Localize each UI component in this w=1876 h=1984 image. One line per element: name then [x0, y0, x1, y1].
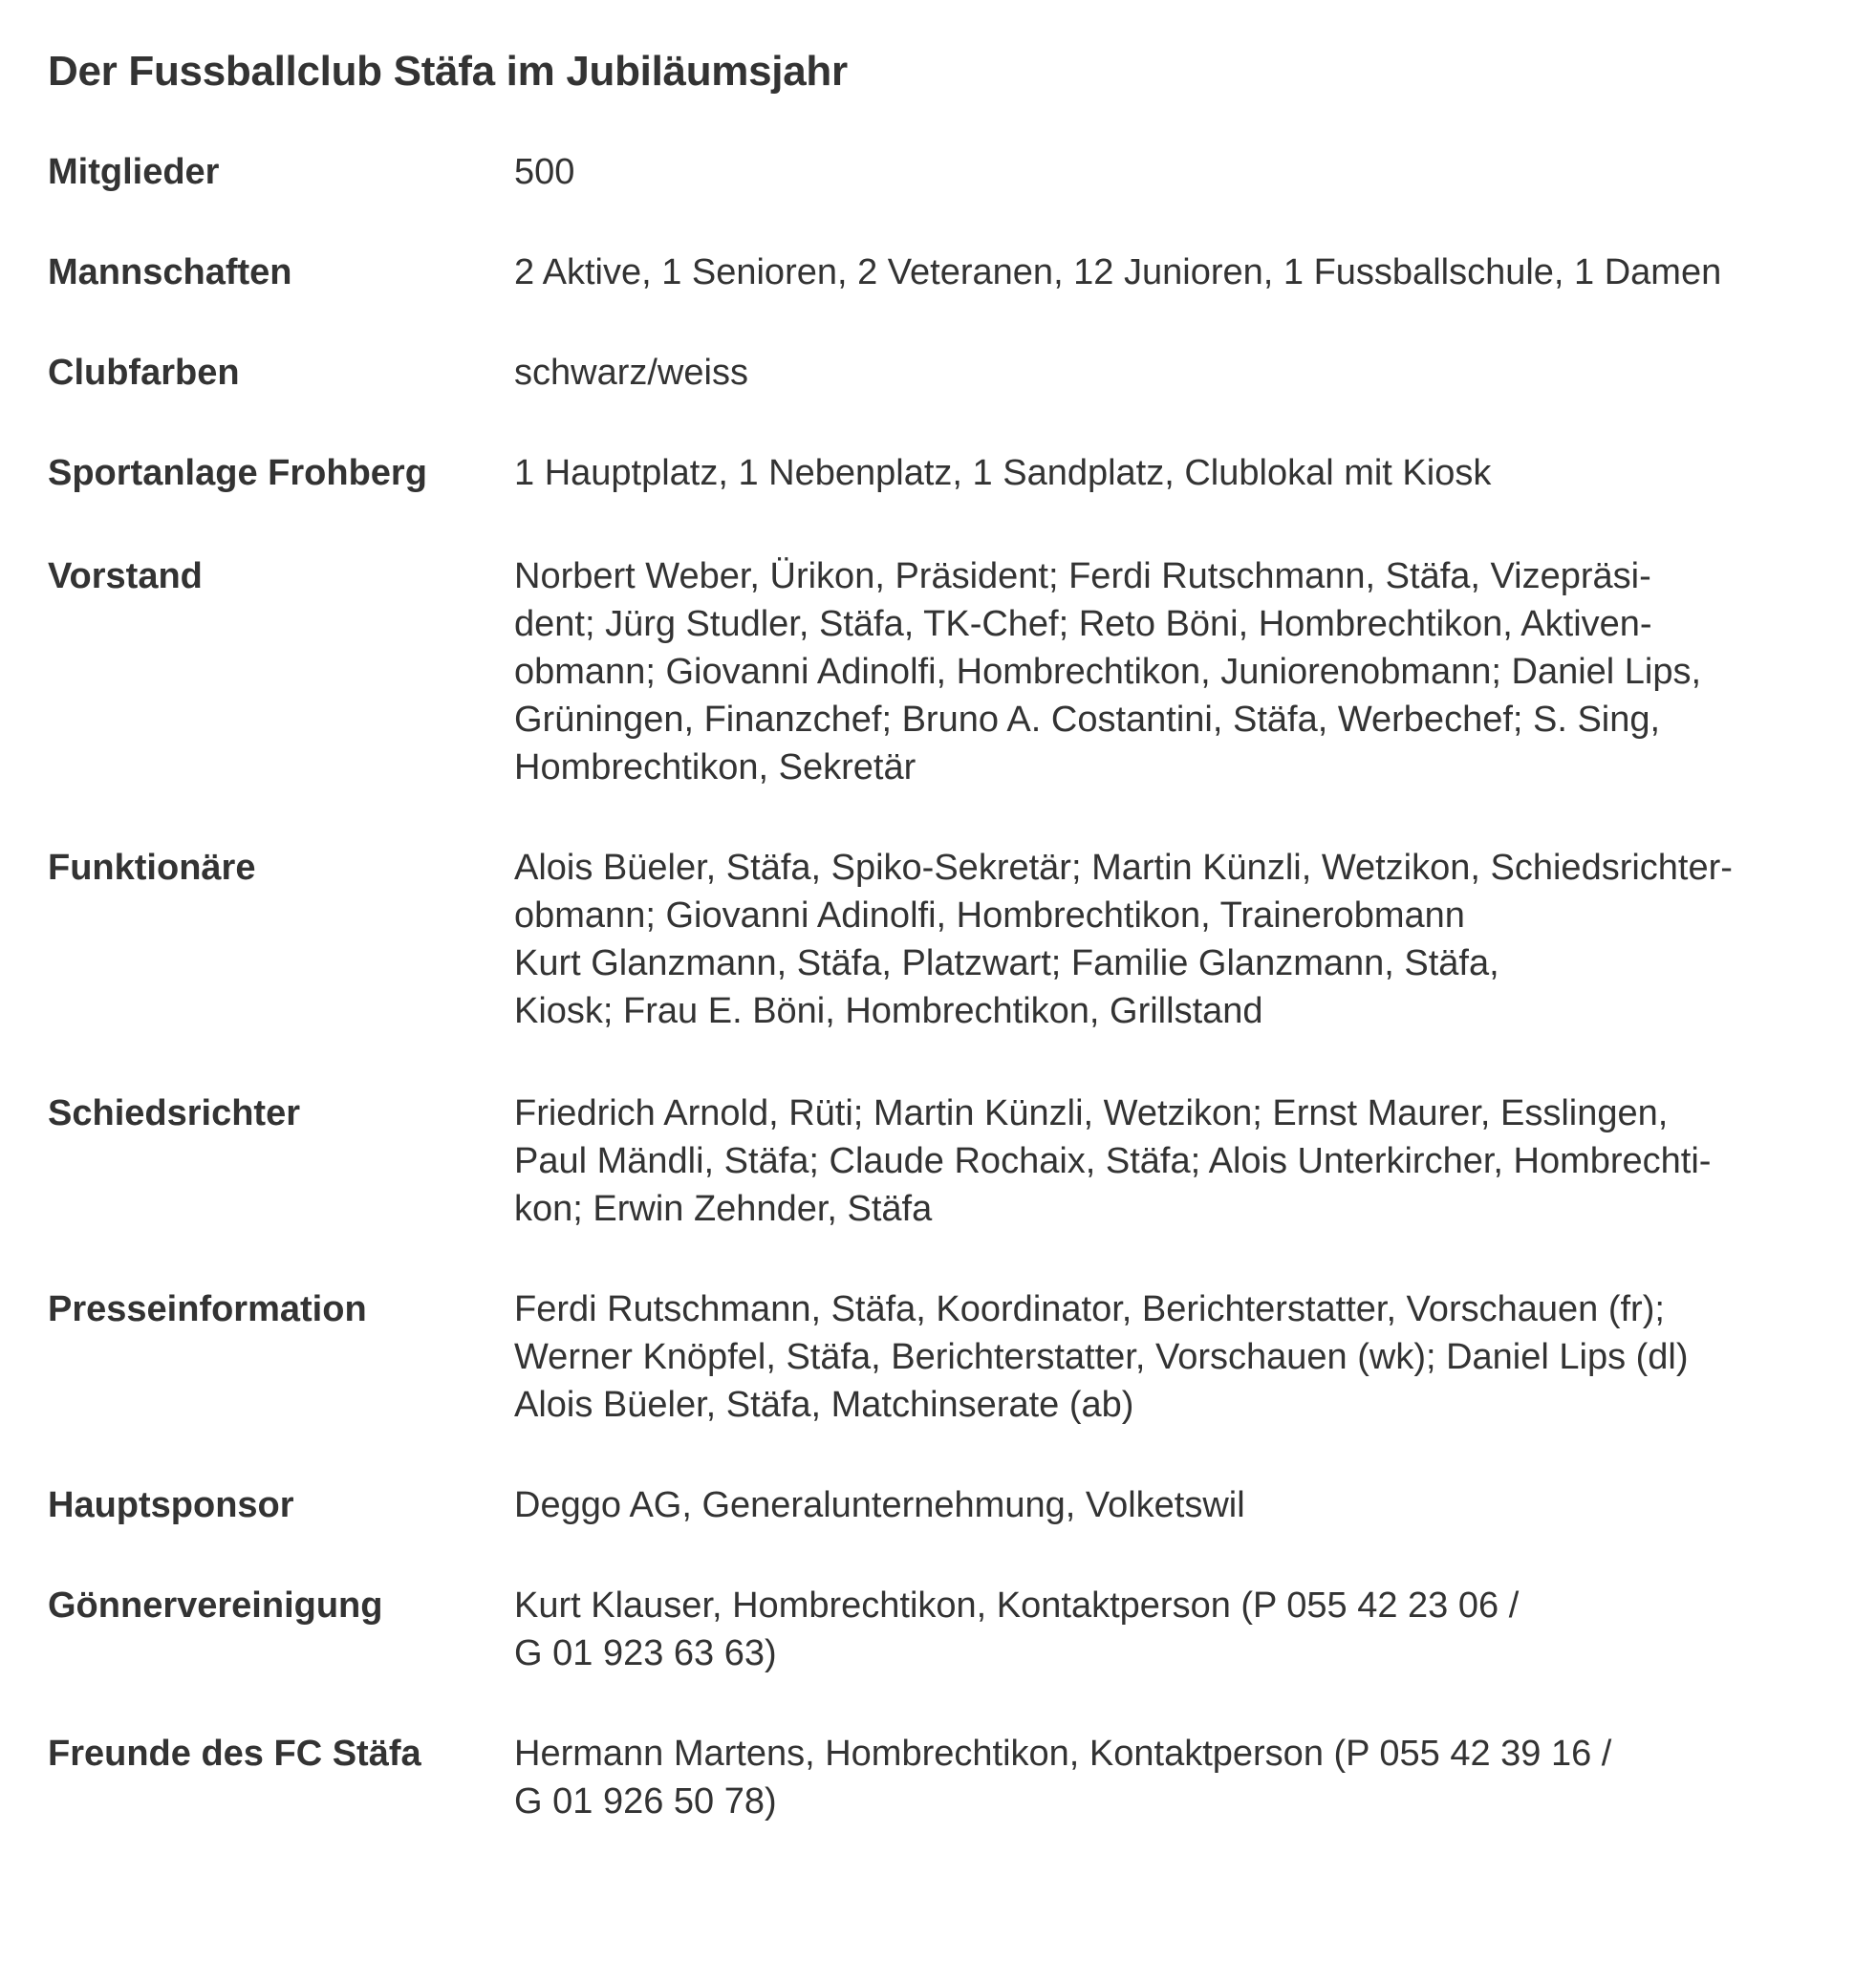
row-value — [514, 1285, 1852, 1429]
row-value — [514, 1730, 1852, 1825]
value-line: Deggo AG, Generalunternehmung, Volketswil — [514, 1485, 1245, 1525]
row-value — [514, 1481, 1852, 1529]
value-line: 1 Hauptplatz, 1 Nebenplatz, 1 Sandplatz, Clublokal mit Kiosk — [514, 453, 1492, 493]
row-label: Mitglieder — [48, 152, 220, 192]
value-line: obmann; Giovanni Adinolfi, Hombrechtikon, Juniorenobmann; Daniel Lips, — [514, 652, 1702, 692]
row-label: Clubfarben — [48, 353, 240, 393]
value-line: Werner Knöpfel, Stäfa, Berichterstatter, Vorschauen (wk); Daniel Lips (dl) — [514, 1337, 1689, 1377]
value-line: obmann; Giovanni Adinolfi, Hombrechtikon, Trainerobmann — [514, 895, 1465, 936]
value-line: Ferdi Rutschmann, Stäfa, Koordinator, Berichterstatter, Vorschauen (fr); — [514, 1289, 1665, 1329]
row-value — [514, 148, 1852, 196]
value-line: Kurt Glanzmann, Stäfa, Platzwart; Familie Glanzmann, Stäfa, — [514, 943, 1499, 983]
row-label: Schiedsrichter — [48, 1093, 300, 1133]
row-label: Vorstand — [48, 556, 203, 596]
value-line: 500 — [514, 152, 575, 192]
value-line: 2 Aktive, 1 Senioren, 2 Veteranen, 12 Junioren, 1 Fussballschule, 1 Damen — [514, 252, 1722, 292]
row-label: Freunde des FC Stäfa — [48, 1734, 421, 1774]
row-value — [514, 552, 1852, 791]
row-value — [514, 449, 1852, 497]
row-value — [514, 844, 1852, 1035]
value-line: kon; Erwin Zehnder, Stäfa — [514, 1189, 933, 1229]
row-label: Sportanlage Frohberg — [48, 453, 427, 493]
value-line: Alois Büeler, Stäfa, Matchinserate (ab) — [514, 1385, 1134, 1425]
value-line: Kurt Klauser, Hombrechtikon, Kontaktperson (P 055 42 23 06 / — [514, 1585, 1520, 1626]
value-line: Friedrich Arnold, Rüti; Martin Künzli, Wetzikon; Ernst Maurer, Esslingen, — [514, 1093, 1669, 1133]
row-label: Gönnervereinigung — [48, 1585, 383, 1626]
value-line: Alois Büeler, Stäfa, Spiko-Sekretär; Martin Künzli, Wetzikon, Schiedsrichter- — [514, 848, 1733, 888]
value-line: dent; Jürg Studler, Stäfa, TK-Chef; Reto Böni, Hombrechtikon, Aktiven- — [514, 604, 1652, 644]
row-value — [514, 1582, 1852, 1677]
row-value — [514, 1089, 1852, 1233]
row-value — [514, 248, 1852, 296]
row-value — [514, 349, 1852, 397]
row-label: Funktionäre — [48, 848, 256, 888]
value-line: Hombrechtikon, Sekretär — [514, 747, 916, 787]
value-line: Paul Mändli, Stäfa; Claude Rochaix, Stäfa; Alois Unterkircher, Hombrechti- — [514, 1141, 1712, 1181]
row-label: Hauptsponsor — [48, 1485, 294, 1525]
value-line: Kiosk; Frau E. Böni, Hombrechtikon, Grillstand — [514, 991, 1263, 1031]
row-label: Presseinformation — [48, 1289, 367, 1329]
row-label: Mannschaften — [48, 252, 292, 292]
page-title: Der Fussballclub Stäfa im Jubiläumsjahr — [48, 48, 848, 95]
value-line: Norbert Weber, Ürikon, Präsident; Ferdi Rutschmann, Stäfa, Vizepräsi- — [514, 556, 1651, 596]
value-line: schwarz/weiss — [514, 353, 748, 393]
value-line: Grüningen, Finanzchef; Bruno A. Costantini, Stäfa, Werbechef; S. Sing, — [514, 700, 1661, 740]
value-line: G 01 923 63 63) — [514, 1633, 777, 1673]
value-line: Hermann Martens, Hombrechtikon, Kontaktperson (P 055 42 39 16 / — [514, 1734, 1612, 1774]
value-line: G 01 926 50 78) — [514, 1781, 777, 1822]
